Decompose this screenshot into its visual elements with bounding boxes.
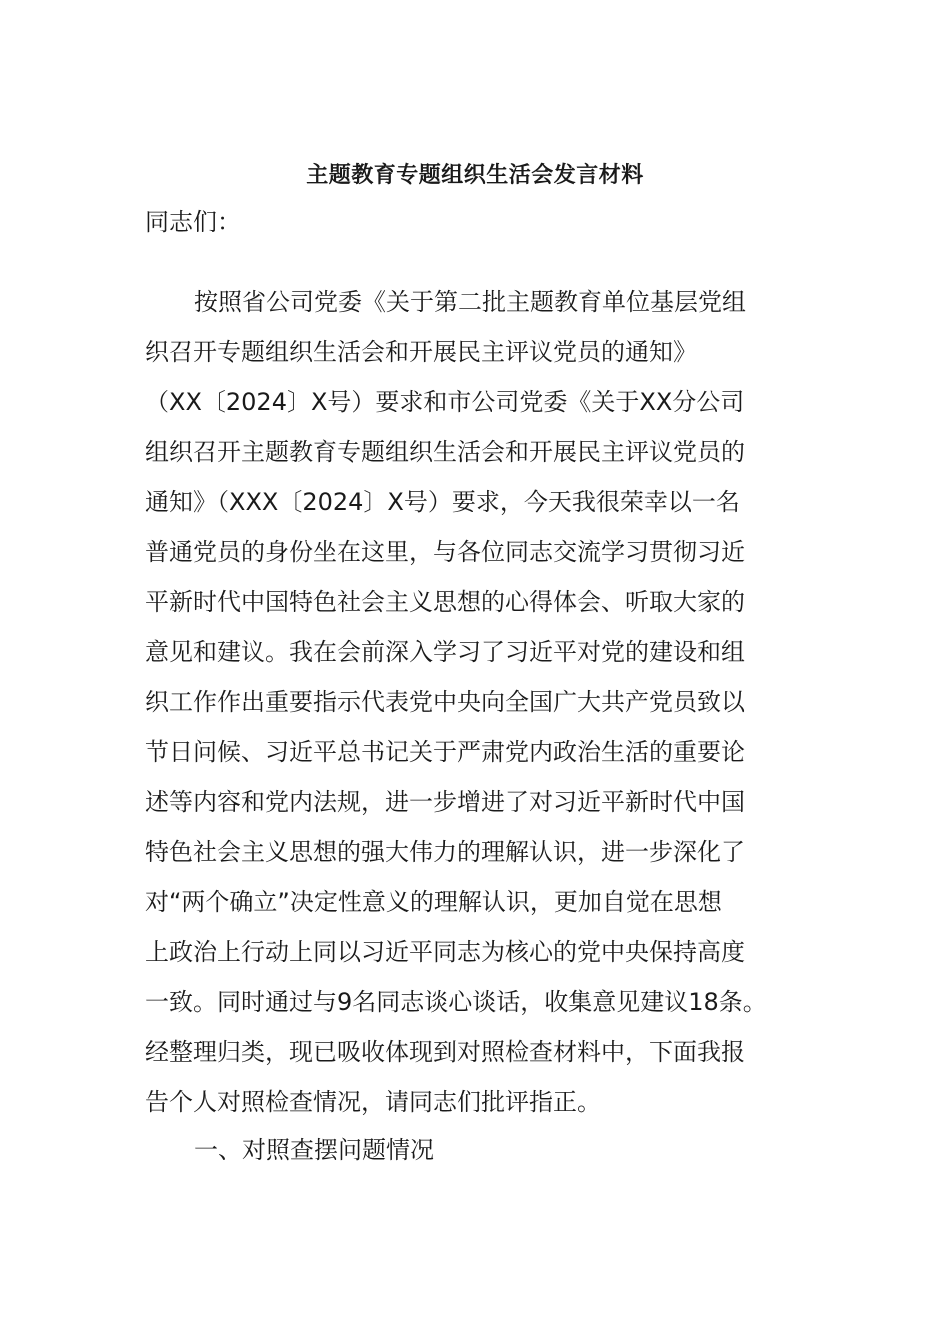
paragraph-line: 上政治上行动上同以习近平同志为核心的党中央保持高度 — [145, 938, 745, 966]
paragraph-line: 织工作作出重要指示代表党中央向全国广大共产党员致以 — [145, 688, 745, 716]
paragraph-line: 特色社会主义思想的强大伟力的理解认识，进一步深化了 — [145, 838, 745, 866]
paragraph-line: 普通党员的身份坐在这里，与各位同志交流学习贯彻习近 — [145, 538, 745, 566]
paragraph-line: 通知》（XXX〔2024〕X号）要求，今天我很荣幸以一名 — [145, 488, 740, 516]
paragraph-line: 一致。同时通过与9名同志谈心谈话，收集意见建议18条。 — [145, 988, 767, 1016]
salutation: 同志们： — [145, 208, 241, 236]
paragraph-line: （XX〔2024〕X号）要求和市公司党委《关于XX分公司 — [145, 388, 745, 416]
paragraph-line: 织召开专题组织生活会和开展民主评议党员的通知》 — [145, 338, 697, 366]
document-title: 主题教育专题组织生活会发言材料 — [306, 163, 644, 188]
paragraph-line: 经整理归类，现已吸收体现到对照检查材料中，下面我报 — [145, 1038, 745, 1066]
paragraph-line: 对“两个确立”决定性意义的理解认识，更加自觉在思想 — [145, 888, 722, 916]
paragraph-line: 平新时代中国特色社会主义思想的心得体会、听取大家的 — [145, 588, 745, 616]
paragraph-line: 组织召开主题教育专题组织生活会和开展民主评议党员的 — [145, 438, 745, 466]
section-heading: 一、对照查摆问题情况 — [194, 1136, 434, 1164]
paragraph-line: 节日问候、习近平总书记关于严肃党内政治生活的重要论 — [145, 738, 745, 766]
paragraph-line: 述等内容和党内法规，进一步增进了对习近平新时代中国 — [145, 788, 745, 816]
paragraph-line: 按照省公司党委《关于第二批主题教育单位基层党组 — [194, 288, 746, 316]
paragraph-line: 告个人对照检查情况，请同志们批评指正。 — [145, 1088, 601, 1116]
paragraph-line: 意见和建议。我在会前深入学习了习近平对党的建设和组 — [145, 638, 745, 666]
